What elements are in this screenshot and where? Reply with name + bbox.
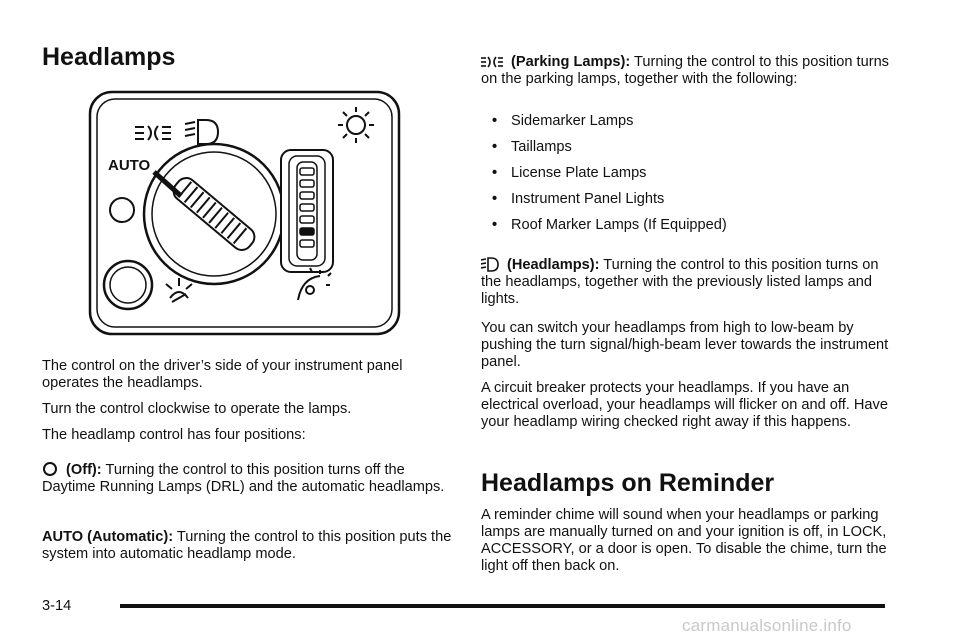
fog-lamp-symbol xyxy=(166,278,192,302)
parking-text: Turning the control to this position turns on the parking lamps, together with the following: xyxy=(481,54,889,87)
list-item: • Roof Marker Lamps (If Equipped) xyxy=(492,217,727,233)
auto-paragraph xyxy=(42,529,452,563)
parking-paragraph xyxy=(481,54,896,88)
auto-label: AUTO (Automatic): xyxy=(42,529,174,545)
off-circle-icon xyxy=(42,461,58,477)
parking-label: (Parking Lamps): xyxy=(511,54,631,70)
section-title: Headlamps on Reminder xyxy=(481,469,775,497)
headlamps-label: (Headlamps): xyxy=(507,257,600,273)
page-number: 3-14 xyxy=(42,598,72,614)
fog-lamp-button xyxy=(104,261,152,309)
headlamp-icon xyxy=(481,257,499,272)
off-paragraph xyxy=(42,461,452,496)
headlamp-knob xyxy=(144,144,284,284)
intro-paragraph: The control on the driver’s side of your instrument panel operates the headlamps. xyxy=(42,358,403,391)
parking-lamp-symbol xyxy=(135,126,171,140)
headlamps-text: Turning the control to this position turns on the headlamps, together with the previously listed lamps and lights. xyxy=(481,257,879,307)
dimmer-thumbwheel xyxy=(281,150,333,272)
footer-rule xyxy=(120,604,885,608)
list-item: • Sidemarker Lamps xyxy=(492,113,634,129)
headlamp-control-illustration xyxy=(88,90,401,336)
watermark: carmanualsonline.info xyxy=(682,616,852,635)
reminder-paragraph: A reminder chime will sound when your headlamps or parking lamps are manually turned on and your ignition is off, in LOCK, ACCESSORY, or a door is open. To disable the chime, turn the light off then back on. xyxy=(481,507,887,574)
headlamps-paragraph xyxy=(481,257,896,308)
instruction-paragraph: Turn the control clockwise to operate the lamps. xyxy=(42,401,352,417)
off-text: Turning the control to this position turns off the Daytime Running Lamps (DRL) and the automatic headlamps. xyxy=(42,462,445,495)
parking-lamps-list xyxy=(492,113,892,243)
page-title: Headlamps xyxy=(42,43,176,71)
interior-light-symbol xyxy=(338,107,374,143)
beam-paragraph: You can switch your headlamps from high to low-beam by pushing the turn signal/high-beam lever towards the instrument panel. xyxy=(481,320,889,370)
auto-text: Turning the control to this position puts the system into automatic headlamp mode. xyxy=(42,529,452,562)
list-item: • License Plate Lamps xyxy=(492,165,647,181)
auto-label: AUTO xyxy=(108,157,151,174)
parking-lamp-icon xyxy=(481,55,503,69)
positions-paragraph: The headlamp control has four positions: xyxy=(42,427,306,443)
off-label: (Off): xyxy=(66,462,102,478)
list-item: • Instrument Panel Lights xyxy=(492,191,665,207)
list-item: • Taillamps xyxy=(492,139,572,155)
off-position-marker xyxy=(110,198,134,222)
headlamp-symbol xyxy=(185,120,218,144)
breaker-paragraph: A circuit breaker protects your headlamps. If you have an electrical overload, your headlamps will flicker on and off. Have your headlamp wiring checked right away if this happens. xyxy=(481,380,888,430)
